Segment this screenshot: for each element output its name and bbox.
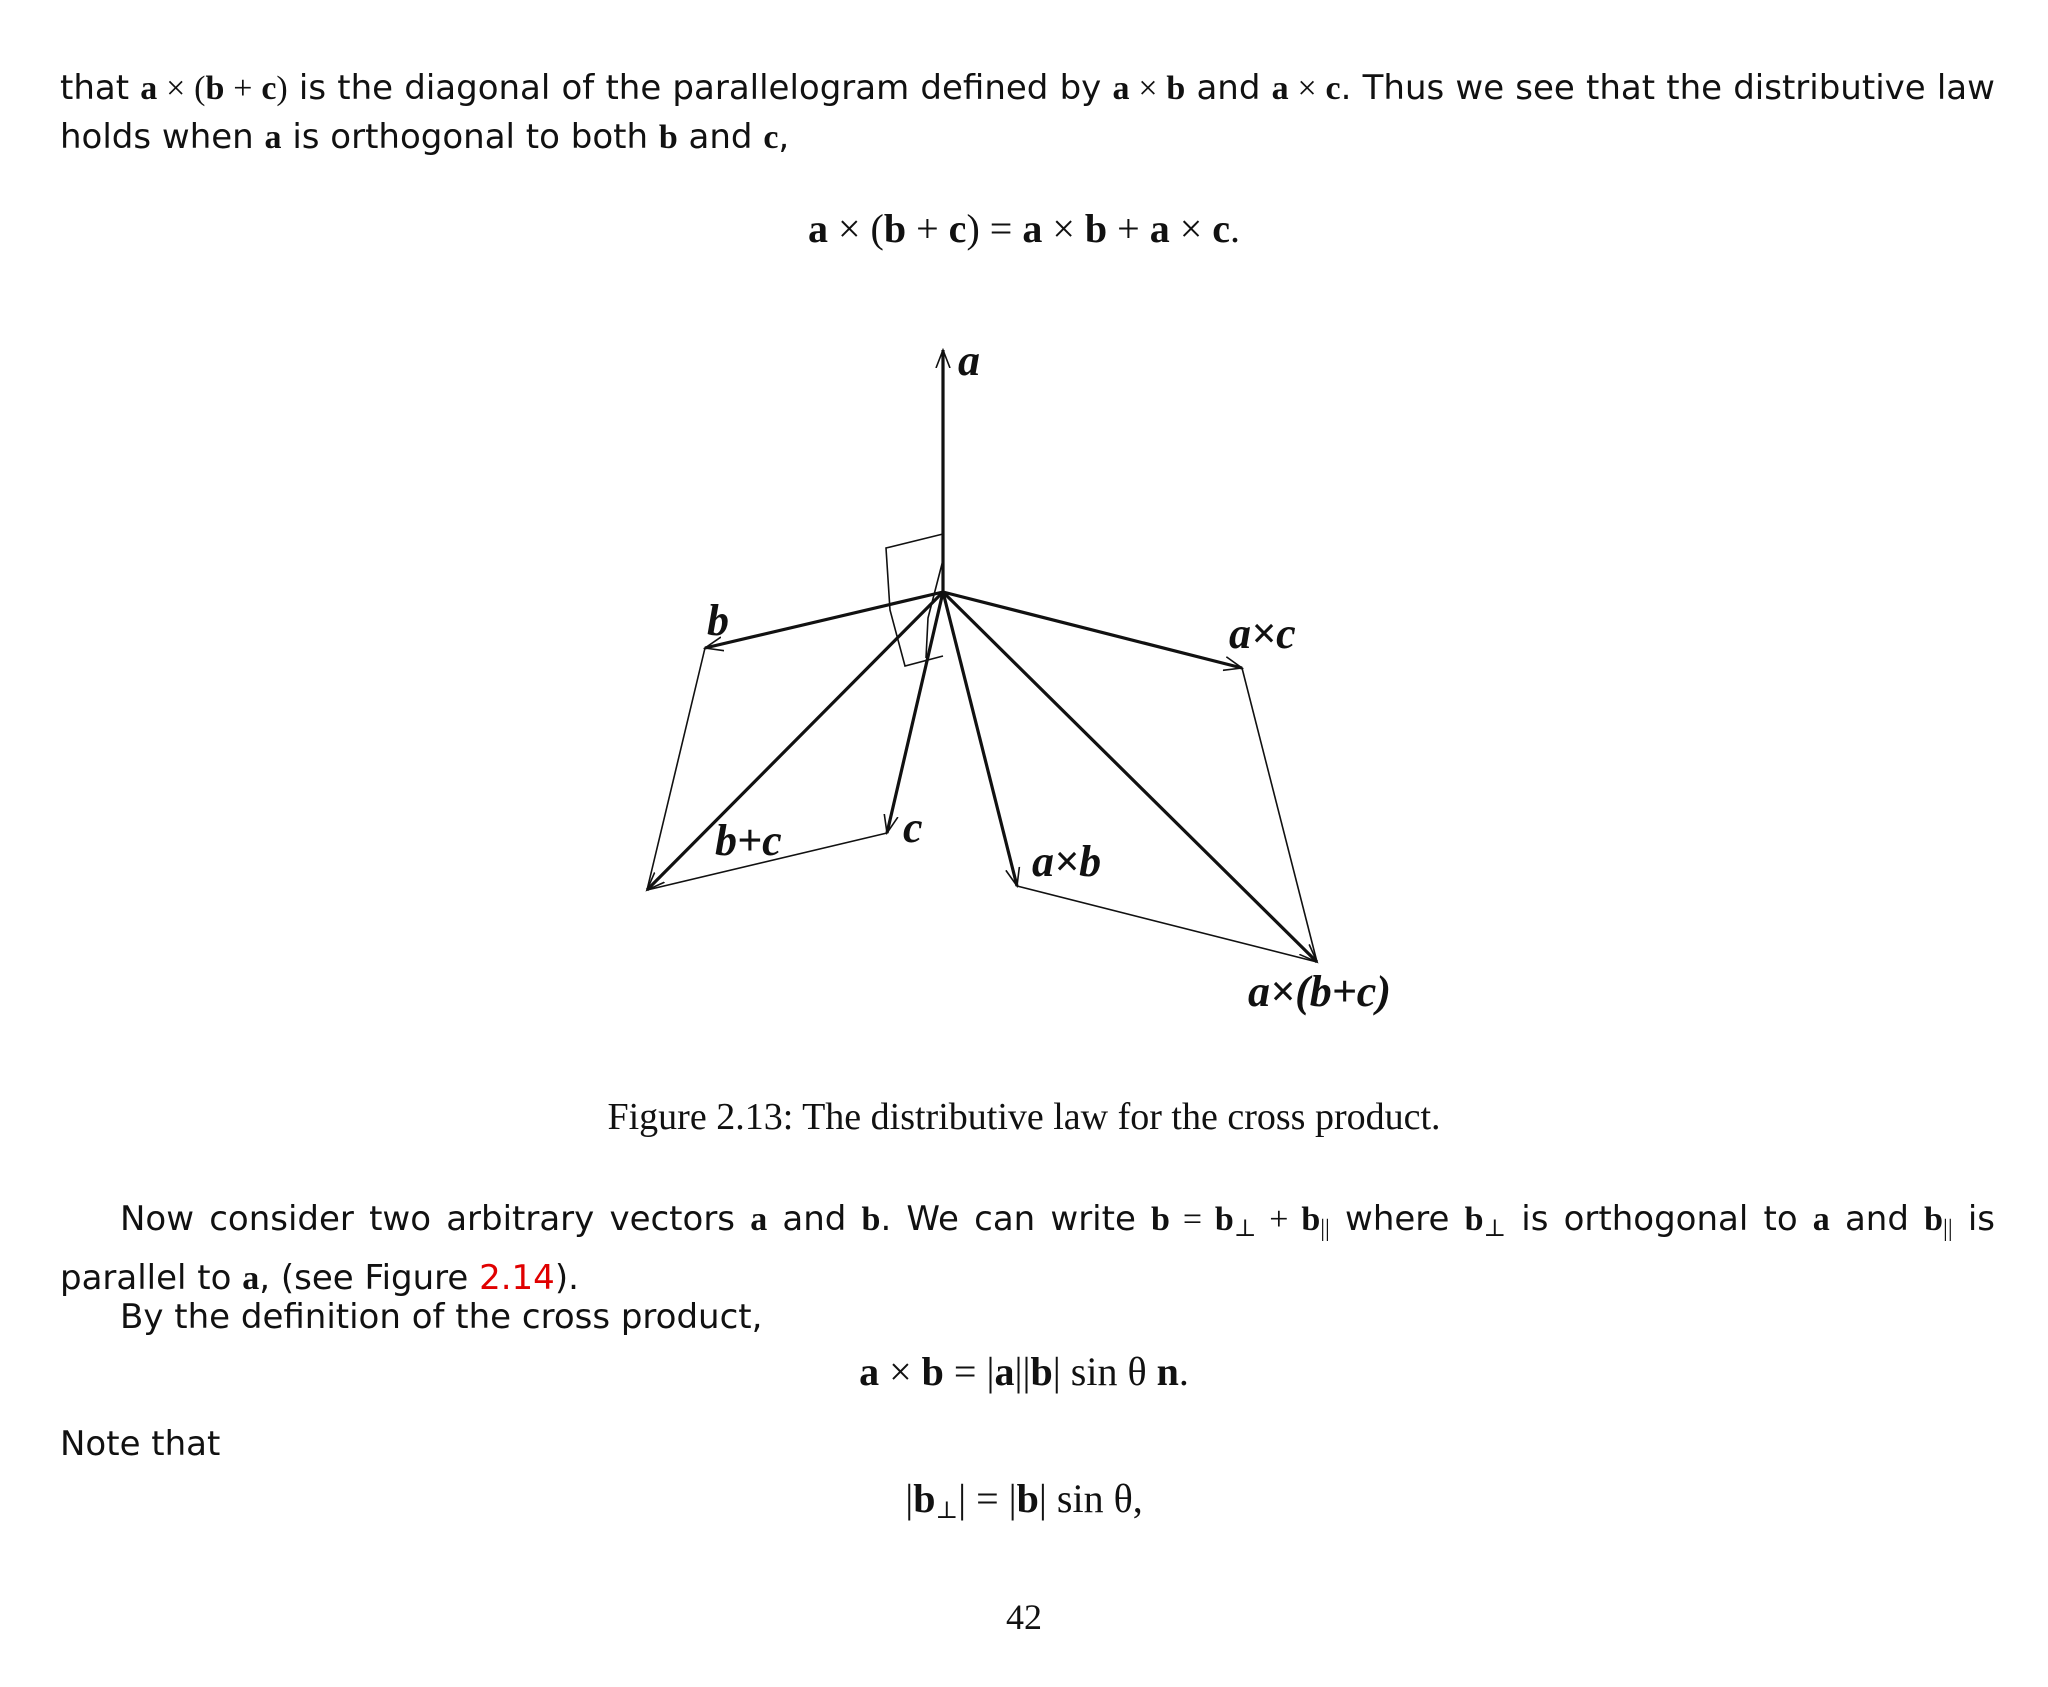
text-run: and [677,117,764,157]
label-b: b [707,596,729,645]
math-symbol: c [1325,70,1341,107]
text-run: is orthogonal to [1506,1199,1813,1239]
math-operator: . [1230,206,1241,251]
paragraph-2 [60,1195,1995,1303]
math-symbol: a [994,1349,1015,1394]
math-symbol: b [205,70,225,107]
math-operator: × ( [827,206,884,251]
math-symbol: b [1030,1349,1053,1394]
math-symbol: n [1156,1349,1179,1394]
math-operator: × [1288,70,1326,107]
parallelogram-edge-axb [1017,886,1317,962]
text-run: is orthogonal to both [281,117,659,157]
math-operator: = | [943,1349,995,1394]
math-subscript: ⊥ [1233,1216,1257,1242]
math-symbol: b [1084,206,1108,251]
vector-a-cross-b-arrow [943,592,1017,886]
paragraph-4: Note that [60,1424,221,1464]
text-run: Now consider two arbitrary vectors [120,1199,751,1239]
equation-distributive-law [0,205,2048,252]
paragraph-1 [60,64,1995,162]
text-run: and [1185,68,1272,108]
math-operator: × [1129,70,1167,107]
vector-a-cross-c-arrow [943,592,1242,668]
parallelogram-edge-axc [1242,668,1317,962]
math-operator: × [1042,206,1085,251]
math-operator: + [1256,1201,1302,1238]
math-operator: + [906,206,949,251]
text-run: . We can write [880,1199,1152,1239]
paragraph-2-line-1 [60,1195,1995,1254]
math-symbol: c [948,206,967,251]
math-operator: = [1169,1201,1215,1238]
math-subscript: ⊥ [935,1498,959,1524]
math-subscript: ⊥ [1483,1216,1507,1242]
equation-cross-product-definition [0,1348,2048,1395]
text-run: parallel to [60,1258,243,1298]
math-operator: ) [276,70,288,107]
math-operator: × [879,1349,922,1394]
math-operator: | = | [958,1476,1017,1521]
math-symbol: a [1271,70,1289,107]
text-run: , [778,117,790,157]
math-symbol: b [861,1201,881,1238]
vector-b-plus-c-arrow [647,592,943,890]
math-symbol: b [1214,1201,1234,1238]
text-run: ). [554,1258,579,1298]
math-operator: | sin θ, [1038,1476,1143,1521]
math-symbol: a [1022,206,1043,251]
math-symbol: b [1151,1201,1170,1238]
math-operator: || [1014,1349,1031,1394]
math-operator: × [1169,206,1213,251]
math-operator: ) = [966,206,1023,251]
math-symbol: c [261,70,277,107]
math-symbol: a [1112,70,1130,107]
text-run: , (see Figure [259,1258,480,1298]
text-run: that [60,68,141,108]
figure-caption: Figure 2.13: The distributive law for the cross product. [607,1096,1441,1138]
text-run: and [1829,1199,1925,1239]
math-symbol: a [1149,206,1170,251]
math-symbol: a [807,206,828,251]
text-run: is [1952,1199,1995,1239]
math-symbol: b [1166,70,1186,107]
math-symbol: b [921,1349,944,1394]
paragraph-1-line-1 [60,64,1995,113]
math-symbol: c [1212,206,1231,251]
math-symbol: a [1812,1201,1830,1238]
text-run: holds when [60,117,265,157]
math-symbol: b [1924,1201,1944,1238]
equation-b-perp-magnitude [0,1475,2048,1525]
math-subscript: || [1943,1216,1953,1242]
text-run: is the diagonal of the parallelogram defined by [287,68,1113,108]
figure-2-14-link[interactable]: 2.14 [479,1258,555,1298]
label-c: c [903,803,923,852]
vector-b-arrow [705,592,943,648]
math-operator: . [1178,1349,1189,1394]
label-a-cross-b: a×b [1032,837,1102,886]
paragraph-1-line-2 [60,113,1995,162]
math-operator: × ( [157,70,206,107]
math-symbol: b [1301,1201,1321,1238]
math-subscript: || [1320,1216,1330,1242]
math-operator: + [1107,206,1150,251]
paragraph-3: By the definition of the cross product, [120,1297,763,1337]
math-operator: | [905,1476,914,1521]
math-symbol: b [913,1476,936,1521]
label-a-cross-b-plus-c: a×(b+c) [1248,967,1391,1016]
figure-2-13-diagram [0,330,2048,1070]
math-symbol: a [242,1260,260,1297]
label-a: a [958,336,980,385]
parallelogram-edge-b [647,648,705,890]
math-symbol: a [140,70,158,107]
label-b-plus-c: b+c [715,816,782,865]
label-a-cross-c: a×c [1229,609,1296,658]
math-symbol: b [658,119,678,156]
text-run: . Thus we see that the distributive law [1340,68,1995,108]
math-symbol: b [883,206,907,251]
math-symbol: a [859,1349,880,1394]
text-run: where [1329,1199,1465,1239]
math-operator: | sin θ [1052,1349,1157,1394]
text-run: and [767,1199,862,1239]
math-symbol: c [763,119,779,156]
math-operator: + [224,70,262,107]
math-symbol: a [264,119,282,156]
math-symbol: b [1464,1201,1484,1238]
math-symbol: b [1016,1476,1039,1521]
math-symbol: a [750,1201,768,1238]
page-number: 42 [1006,1597,1042,1637]
